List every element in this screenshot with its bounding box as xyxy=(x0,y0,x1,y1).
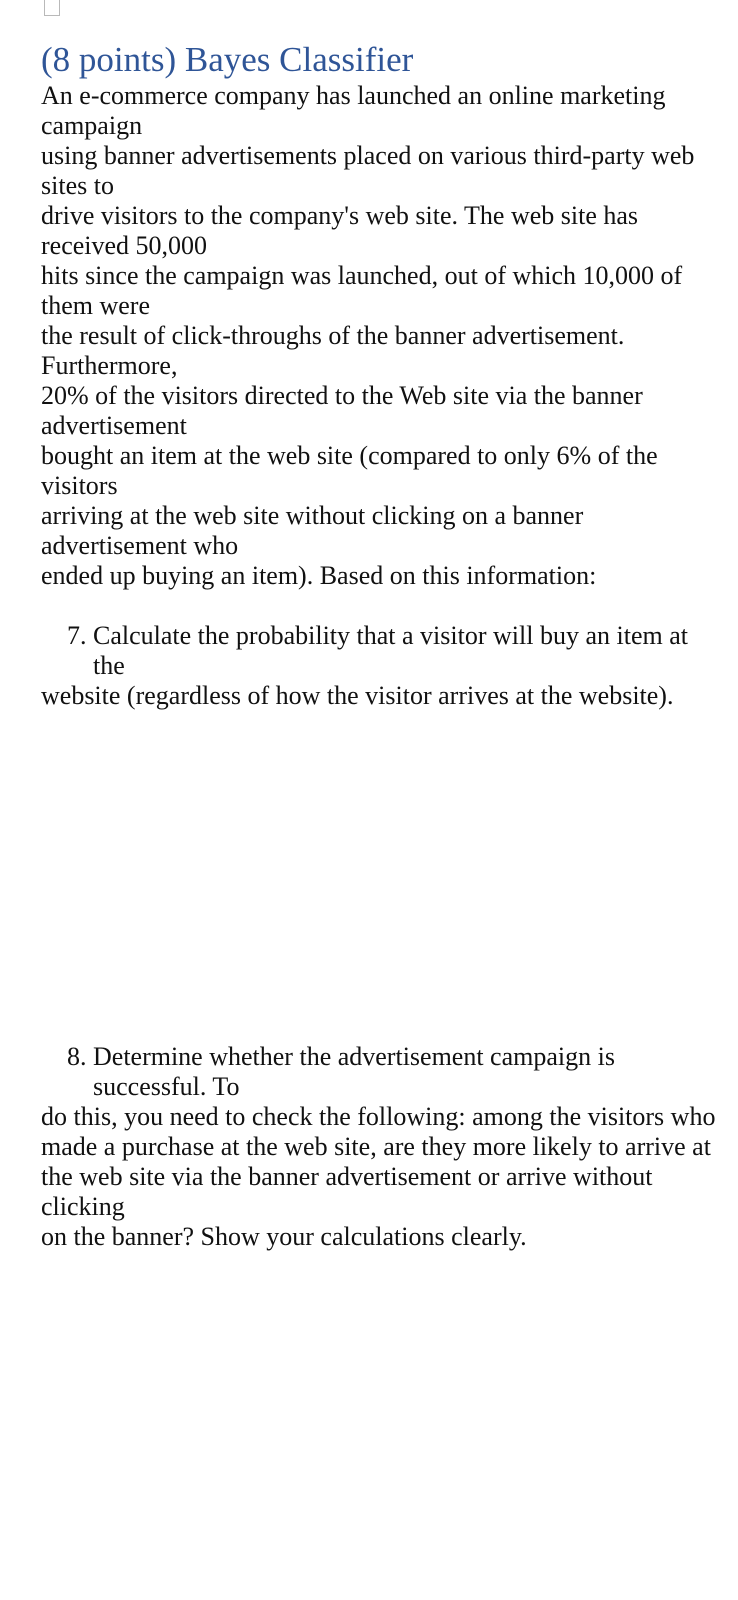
page-title: (8 points) Bayes Classifier xyxy=(41,40,414,79)
question-8-line: successful. To xyxy=(93,1072,240,1101)
question-8-line: Determine whether the advertisement campaign is xyxy=(93,1042,615,1071)
checkbox[interactable] xyxy=(44,0,60,16)
intro-line: campaign xyxy=(41,111,143,140)
question-8-line: clicking xyxy=(41,1192,125,1221)
intro-line: An e-commerce company has launched an online marketing xyxy=(41,81,666,110)
intro-line: the result of click-throughs of the banner advertisement. xyxy=(41,321,625,350)
question-7-line: the xyxy=(93,651,125,680)
intro-line: received 50,000 xyxy=(41,231,208,260)
intro-line: advertisement xyxy=(41,411,187,440)
intro-line: them were xyxy=(41,291,151,320)
question-7-number: 7. xyxy=(67,621,87,650)
intro-line: using banner advertisements placed on various third-party web xyxy=(41,141,695,170)
question-8-line: on the banner? Show your calculations clearly. xyxy=(41,1222,527,1251)
intro-line: advertisement who xyxy=(41,531,239,560)
question-8-line: the web site via the banner advertisement or arrive without xyxy=(41,1162,653,1191)
question-8-line: do this, you need to check the following: among the visitors who xyxy=(41,1102,716,1131)
question-7-line: website (regardless of how the visitor arrives at the website). xyxy=(41,681,674,710)
question-8-line: made a purchase at the web site, are they more likely to arrive at xyxy=(41,1132,711,1161)
intro-line: arriving at the web site without clicking on a banner xyxy=(41,501,584,530)
intro-line: visitors xyxy=(41,471,118,500)
intro-line: Furthermore, xyxy=(41,351,178,380)
intro-line: hits since the campaign was launched, out of which 10,000 of xyxy=(41,261,683,290)
question-7-line: Calculate the probability that a visitor will buy an item at xyxy=(93,621,688,650)
intro-line: 20% of the visitors directed to the Web site via the banner xyxy=(41,381,643,410)
question-8-number: 8. xyxy=(67,1042,87,1071)
intro-line: sites to xyxy=(41,171,114,200)
intro-line: bought an item at the web site (compared to only 6% of the xyxy=(41,441,658,470)
intro-line: drive visitors to the company's web site. The web site has xyxy=(41,201,639,230)
intro-line: ended up buying an item). Based on this information: xyxy=(41,561,597,590)
